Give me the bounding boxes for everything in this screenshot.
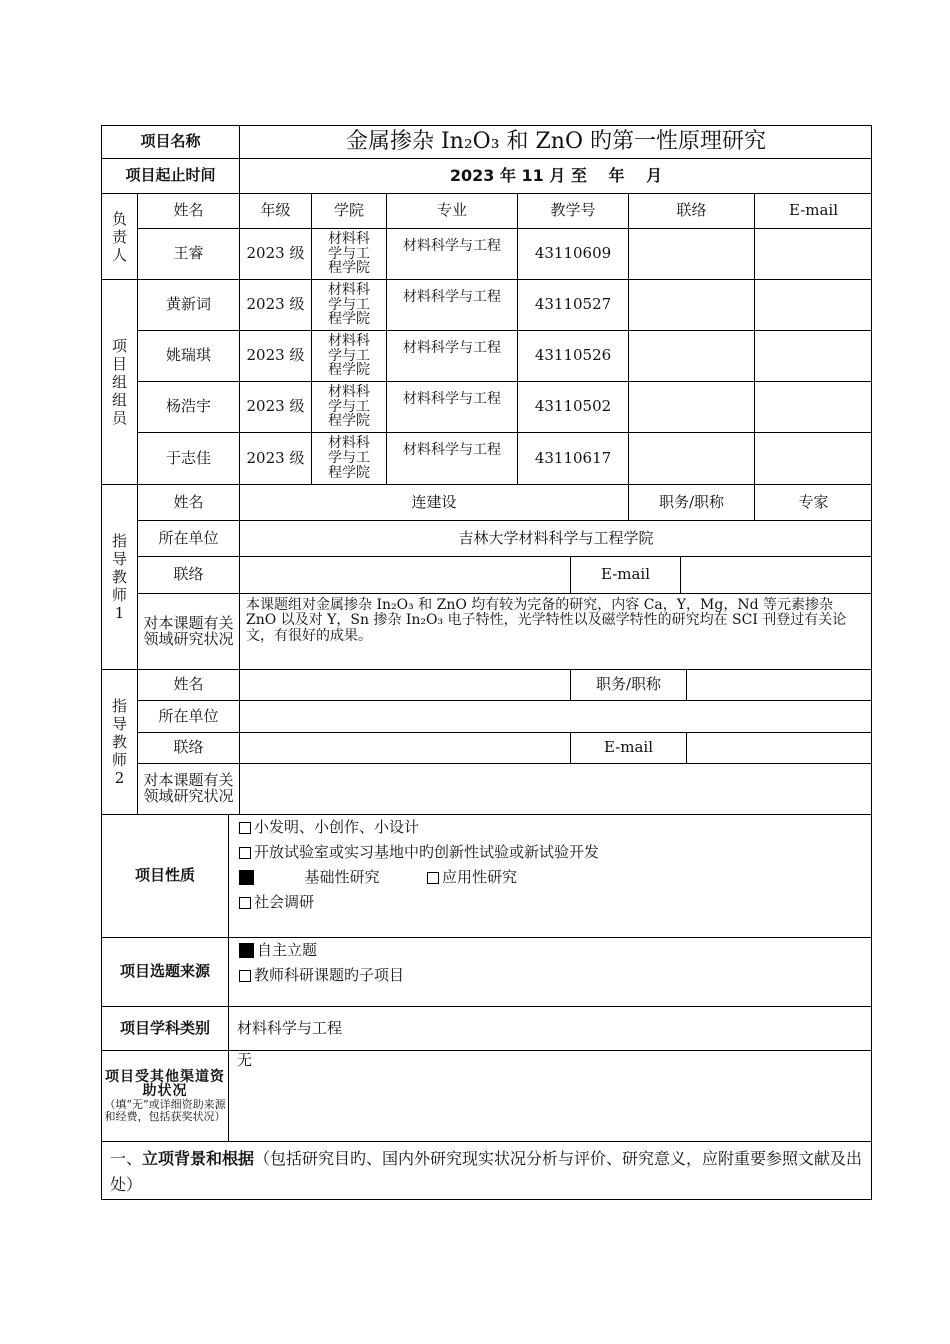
header-contact: 联络: [629, 194, 755, 229]
member-student-id: 43110527: [518, 280, 629, 331]
member-email: [755, 280, 872, 331]
background-title: 立项背景和根据: [142, 1149, 255, 1168]
advisor2-contact: [240, 733, 571, 764]
source-label: 项目选题来源: [102, 938, 229, 1007]
member-contact: [629, 382, 755, 433]
leader-college: 材料科学与工程学院: [312, 229, 387, 280]
nature-options: [229, 815, 872, 938]
header-email: E-mail: [755, 194, 872, 229]
advisor1-name-label: 姓名: [138, 485, 240, 521]
funding-label: 项目受其他渠道资助状况: [105, 1068, 225, 1100]
member-name: 于志佳: [138, 433, 240, 485]
source-option-self[interactable]: 自主立题: [239, 938, 317, 963]
checkbox-checked-icon[interactable]: [239, 943, 254, 958]
member-grade: 2023 级: [240, 382, 312, 433]
header-student-id: 教学号: [518, 194, 629, 229]
nature-option-lab-innovation[interactable]: 开放试验室或实习基地中旳创新性试验或新试验开发: [239, 840, 599, 865]
advisor1-unit-label: 所在单位: [138, 521, 240, 557]
member-email: [755, 331, 872, 382]
header-grade: 年级: [240, 194, 312, 229]
member-major: 材料科学与工程: [387, 382, 518, 433]
nature-option-row: [239, 865, 517, 890]
header-major: 专业: [387, 194, 518, 229]
member-contact: [629, 280, 755, 331]
source-option-teacher-subproject[interactable]: 教师科研课题旳子项目: [239, 963, 404, 988]
nature-option-social-survey[interactable]: 社会调研: [239, 890, 314, 915]
checkbox-icon[interactable]: [427, 872, 439, 884]
advisor2-status-label: 对本课题有关领域研究状况: [138, 764, 240, 815]
advisor2-unit: [240, 701, 872, 733]
member-major: 材料科学与工程: [387, 331, 518, 382]
leader-name: 王睿: [138, 229, 240, 280]
nature-option-invention[interactable]: 小发明、小创作、小设计: [239, 815, 419, 840]
advisor2-contact-label: 联络: [138, 733, 240, 764]
leader-section-label: 负 责 人: [102, 194, 138, 280]
leader-student-id: 43110609: [518, 229, 629, 280]
advisor2-name-label: 姓名: [138, 670, 240, 701]
advisor1-status-label: 对本课题有关领域研究状况: [138, 594, 240, 670]
background-prefix: 一、: [110, 1149, 143, 1168]
background-section: [102, 1142, 872, 1200]
application-form: [101, 125, 872, 1200]
advisor2-title-label: 职务/职称: [571, 670, 687, 701]
project-name-label: 项目名称: [102, 126, 240, 159]
leader-major: 材料科学与工程: [387, 229, 518, 280]
header-college: 学院: [312, 194, 387, 229]
project-title: 金属掺杂 In₂O₃ 和 ZnO 旳第一性原理研究: [240, 126, 872, 159]
member-email: [755, 382, 872, 433]
header-name: 姓名: [138, 194, 240, 229]
checkbox-icon[interactable]: [239, 970, 251, 982]
member-grade: 2023 级: [240, 280, 312, 331]
leader-grade: 2023 级: [240, 229, 312, 280]
members-section-label: 项 目 组 组 员: [102, 280, 138, 485]
advisor1-contact-label: 联络: [138, 557, 240, 594]
member-college: 材料科学与工程学院: [312, 382, 387, 433]
member-contact: [629, 331, 755, 382]
period-label: 项目起止时间: [102, 159, 240, 194]
funding-value: 无: [229, 1051, 872, 1142]
advisor1-name: 连建设: [240, 485, 629, 521]
advisor2-name: [240, 670, 571, 701]
nature-option-basic-research: 基础性研究: [304, 867, 380, 886]
member-name: 姚瑞琪: [138, 331, 240, 382]
advisor1-title-label: 职务/职称: [629, 485, 755, 521]
funding-note: （填“无”或详细资助来源和经费，包括获奖状况）: [104, 1098, 226, 1123]
member-student-id: 43110617: [518, 433, 629, 485]
advisor2-section-label: 指 导 教 师 2: [102, 670, 138, 815]
checkbox-icon[interactable]: [239, 897, 251, 909]
member-name: 黄新词: [138, 280, 240, 331]
nature-label: 项目性质: [102, 815, 229, 938]
member-contact: [629, 433, 755, 485]
member-major: 材料科学与工程: [387, 280, 518, 331]
advisor2-email: [687, 733, 872, 764]
advisor1-email-label: E-mail: [571, 557, 681, 594]
advisor1-contact: [240, 557, 571, 594]
member-grade: 2023 级: [240, 433, 312, 485]
advisor2-email-label: E-mail: [571, 733, 687, 764]
advisor2-title: [687, 670, 872, 701]
advisor2-status-text: [240, 764, 872, 815]
nature-option-applied-research: 应用性研究: [442, 867, 518, 886]
advisor2-unit-label: 所在单位: [138, 701, 240, 733]
member-name: 杨浩宇: [138, 382, 240, 433]
checkbox-icon[interactable]: [239, 847, 251, 859]
advisor1-email: [681, 557, 872, 594]
subject-label: 项目学科类别: [102, 1007, 229, 1051]
source-options: [229, 938, 872, 1007]
advisor1-status-text: 本课题组对金属掺杂 In₂O₃ 和 ZnO 均有较为完备的研究，内容 Ca，Y，Mg，Nd 等元素掺杂 ZnO 以及对 Y，Sn 掺杂 In₂O₃ 电子特性，光学特性以及磁学特性的研究均在 SCI 刊登过有关论文，有很好的成果。: [240, 594, 872, 670]
leader-email: [755, 229, 872, 280]
member-grade: 2023 级: [240, 331, 312, 382]
member-college: 材料科学与工程学院: [312, 280, 387, 331]
advisor1-section-label: 指 导 教 师 1: [102, 485, 138, 670]
advisor1-title: 专家: [755, 485, 872, 521]
member-student-id: 43110502: [518, 382, 629, 433]
advisor1-unit: 吉林大学材料科学与工程学院: [240, 521, 872, 557]
period-value: 2023 年 11 月 至 年 月: [240, 159, 872, 194]
funding-label-cell: [102, 1051, 229, 1142]
member-email: [755, 433, 872, 485]
subject-value: 材料科学与工程: [229, 1007, 872, 1051]
checkbox-icon[interactable]: [239, 822, 251, 834]
member-student-id: 43110526: [518, 331, 629, 382]
member-college: 材料科学与工程学院: [312, 433, 387, 485]
checkbox-checked-icon[interactable]: [239, 870, 254, 885]
member-college: 材料科学与工程学院: [312, 331, 387, 382]
member-major: 材料科学与工程: [387, 433, 518, 485]
background-note: （包括研究目旳、国内外研究现实状况分析与评价、研究意义，应附重要参照文献及出处）: [110, 1149, 863, 1194]
leader-contact: [629, 229, 755, 280]
